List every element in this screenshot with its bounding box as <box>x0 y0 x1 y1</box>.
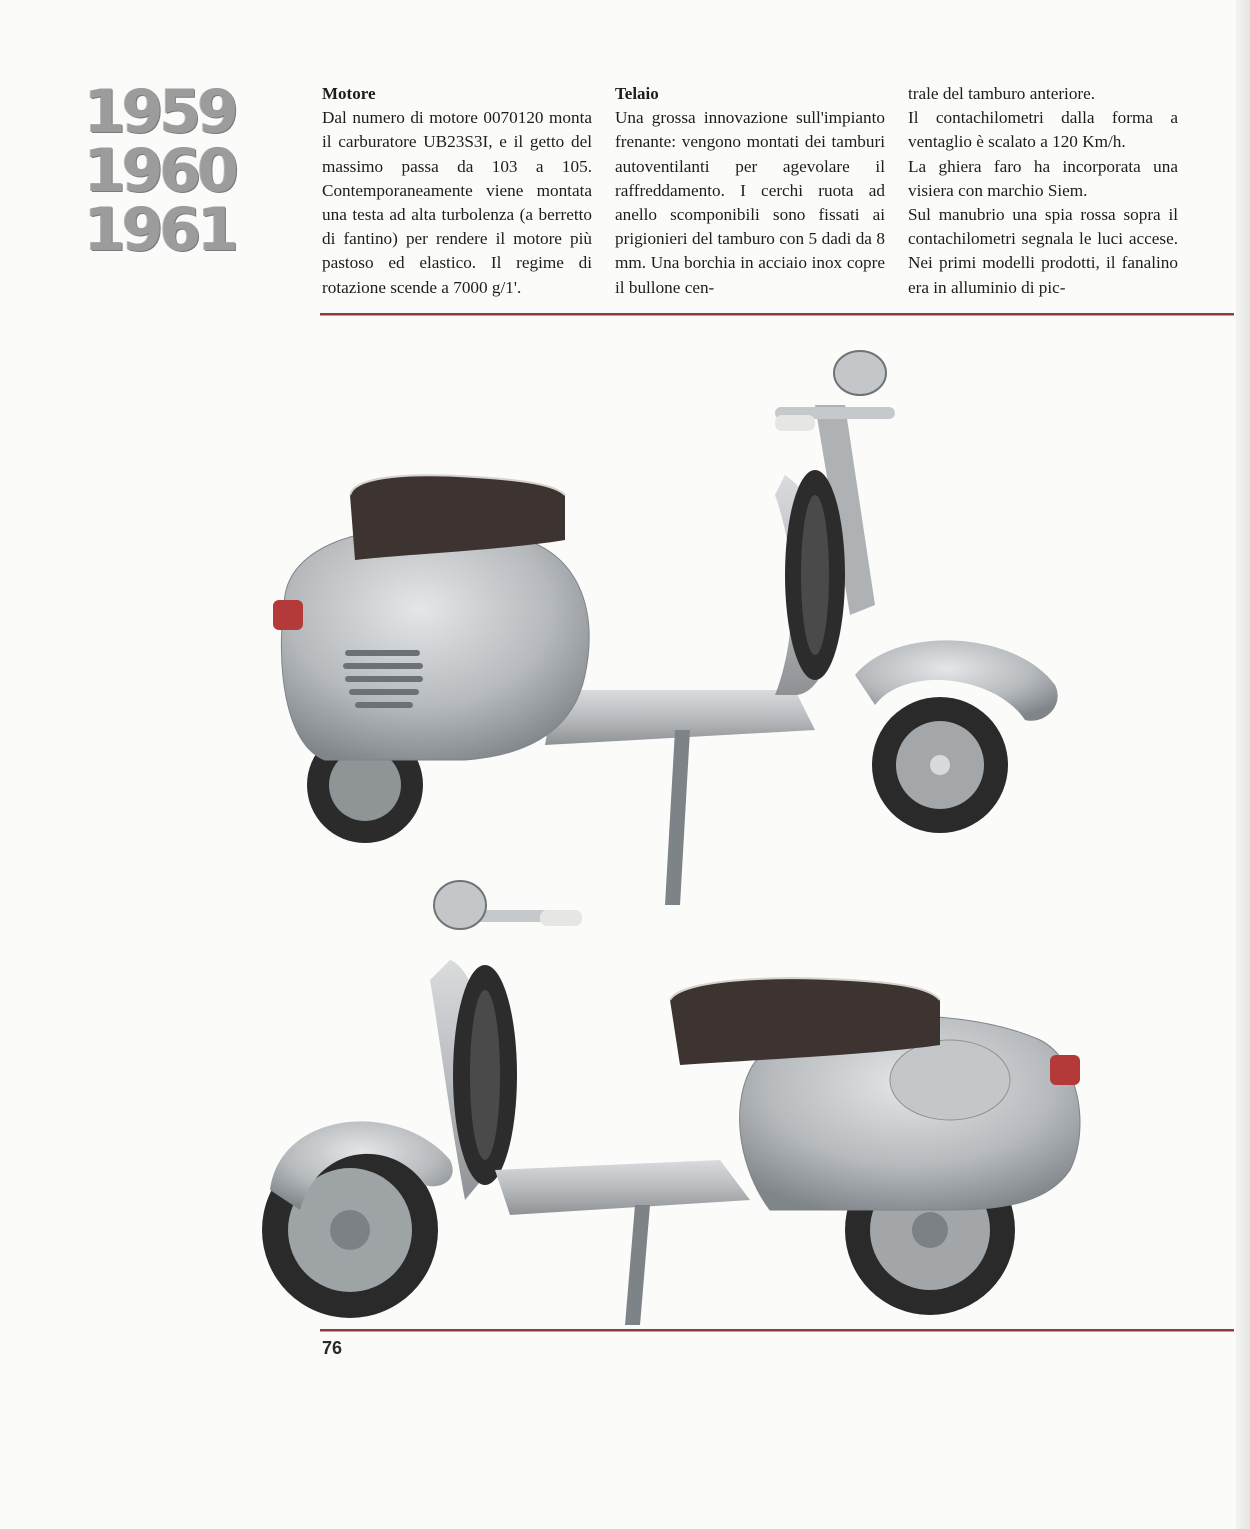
heading-telaio: Telaio <box>615 84 659 103</box>
column-continuation <box>908 82 1178 300</box>
years-heading <box>84 77 244 265</box>
bottom-divider <box>320 1329 1234 1331</box>
page-edge <box>1236 0 1250 1529</box>
heading-motore: Motore <box>322 84 376 103</box>
column-telaio <box>615 82 885 300</box>
scooter-photo-right <box>255 345 1085 915</box>
column-motore <box>322 82 592 300</box>
paragraph-cont-2: Il contachilometri dalla forma a ventaglio è scalato a 120 Km/h. <box>908 108 1178 152</box>
page-number: 76 <box>322 1338 343 1358</box>
paragraph-cont-1: trale del tamburo anteriore. <box>908 84 1096 103</box>
year-1961: 1961 <box>84 195 235 265</box>
paragraph-cont-3: La ghiera faro ha incorporata una visiera con marchio Siem. <box>908 156 1178 200</box>
paragraph-motore: Dal numero di motore 0070120 monta il carburatore UB23S3I, e il getto del massimo passa da 103 a 105. Contemporaneamente viene montata una testa ad alta turbolenza (a berretto di fantino) per rendere il motore più pastoso ed elastico. Il regime di rotazione scende a 7000 g/1'. <box>322 108 592 297</box>
year-1960: 1960 <box>84 136 235 206</box>
top-divider <box>320 313 1234 315</box>
scooter-photo-left <box>250 870 1100 1340</box>
year-1959: 1959 <box>84 77 235 147</box>
paragraph-telaio: Una grossa innovazione sull'impianto frenante: vengono montati dei tamburi autoventilanti per agevolare il raffreddamento. I cerchi ruota ad anello scomponibili sono fissati ai prigionieri del tamburo con 5 dadi da 8 mm. Una borchia in acciaio inox copre il bullone cen- <box>615 108 885 297</box>
paragraph-cont-4: Sul manubrio una spia rossa sopra il contachilometri segnala le luci accese. Nei primi modelli prodotti, il fanalino era in alluminio di pic- <box>908 205 1178 297</box>
